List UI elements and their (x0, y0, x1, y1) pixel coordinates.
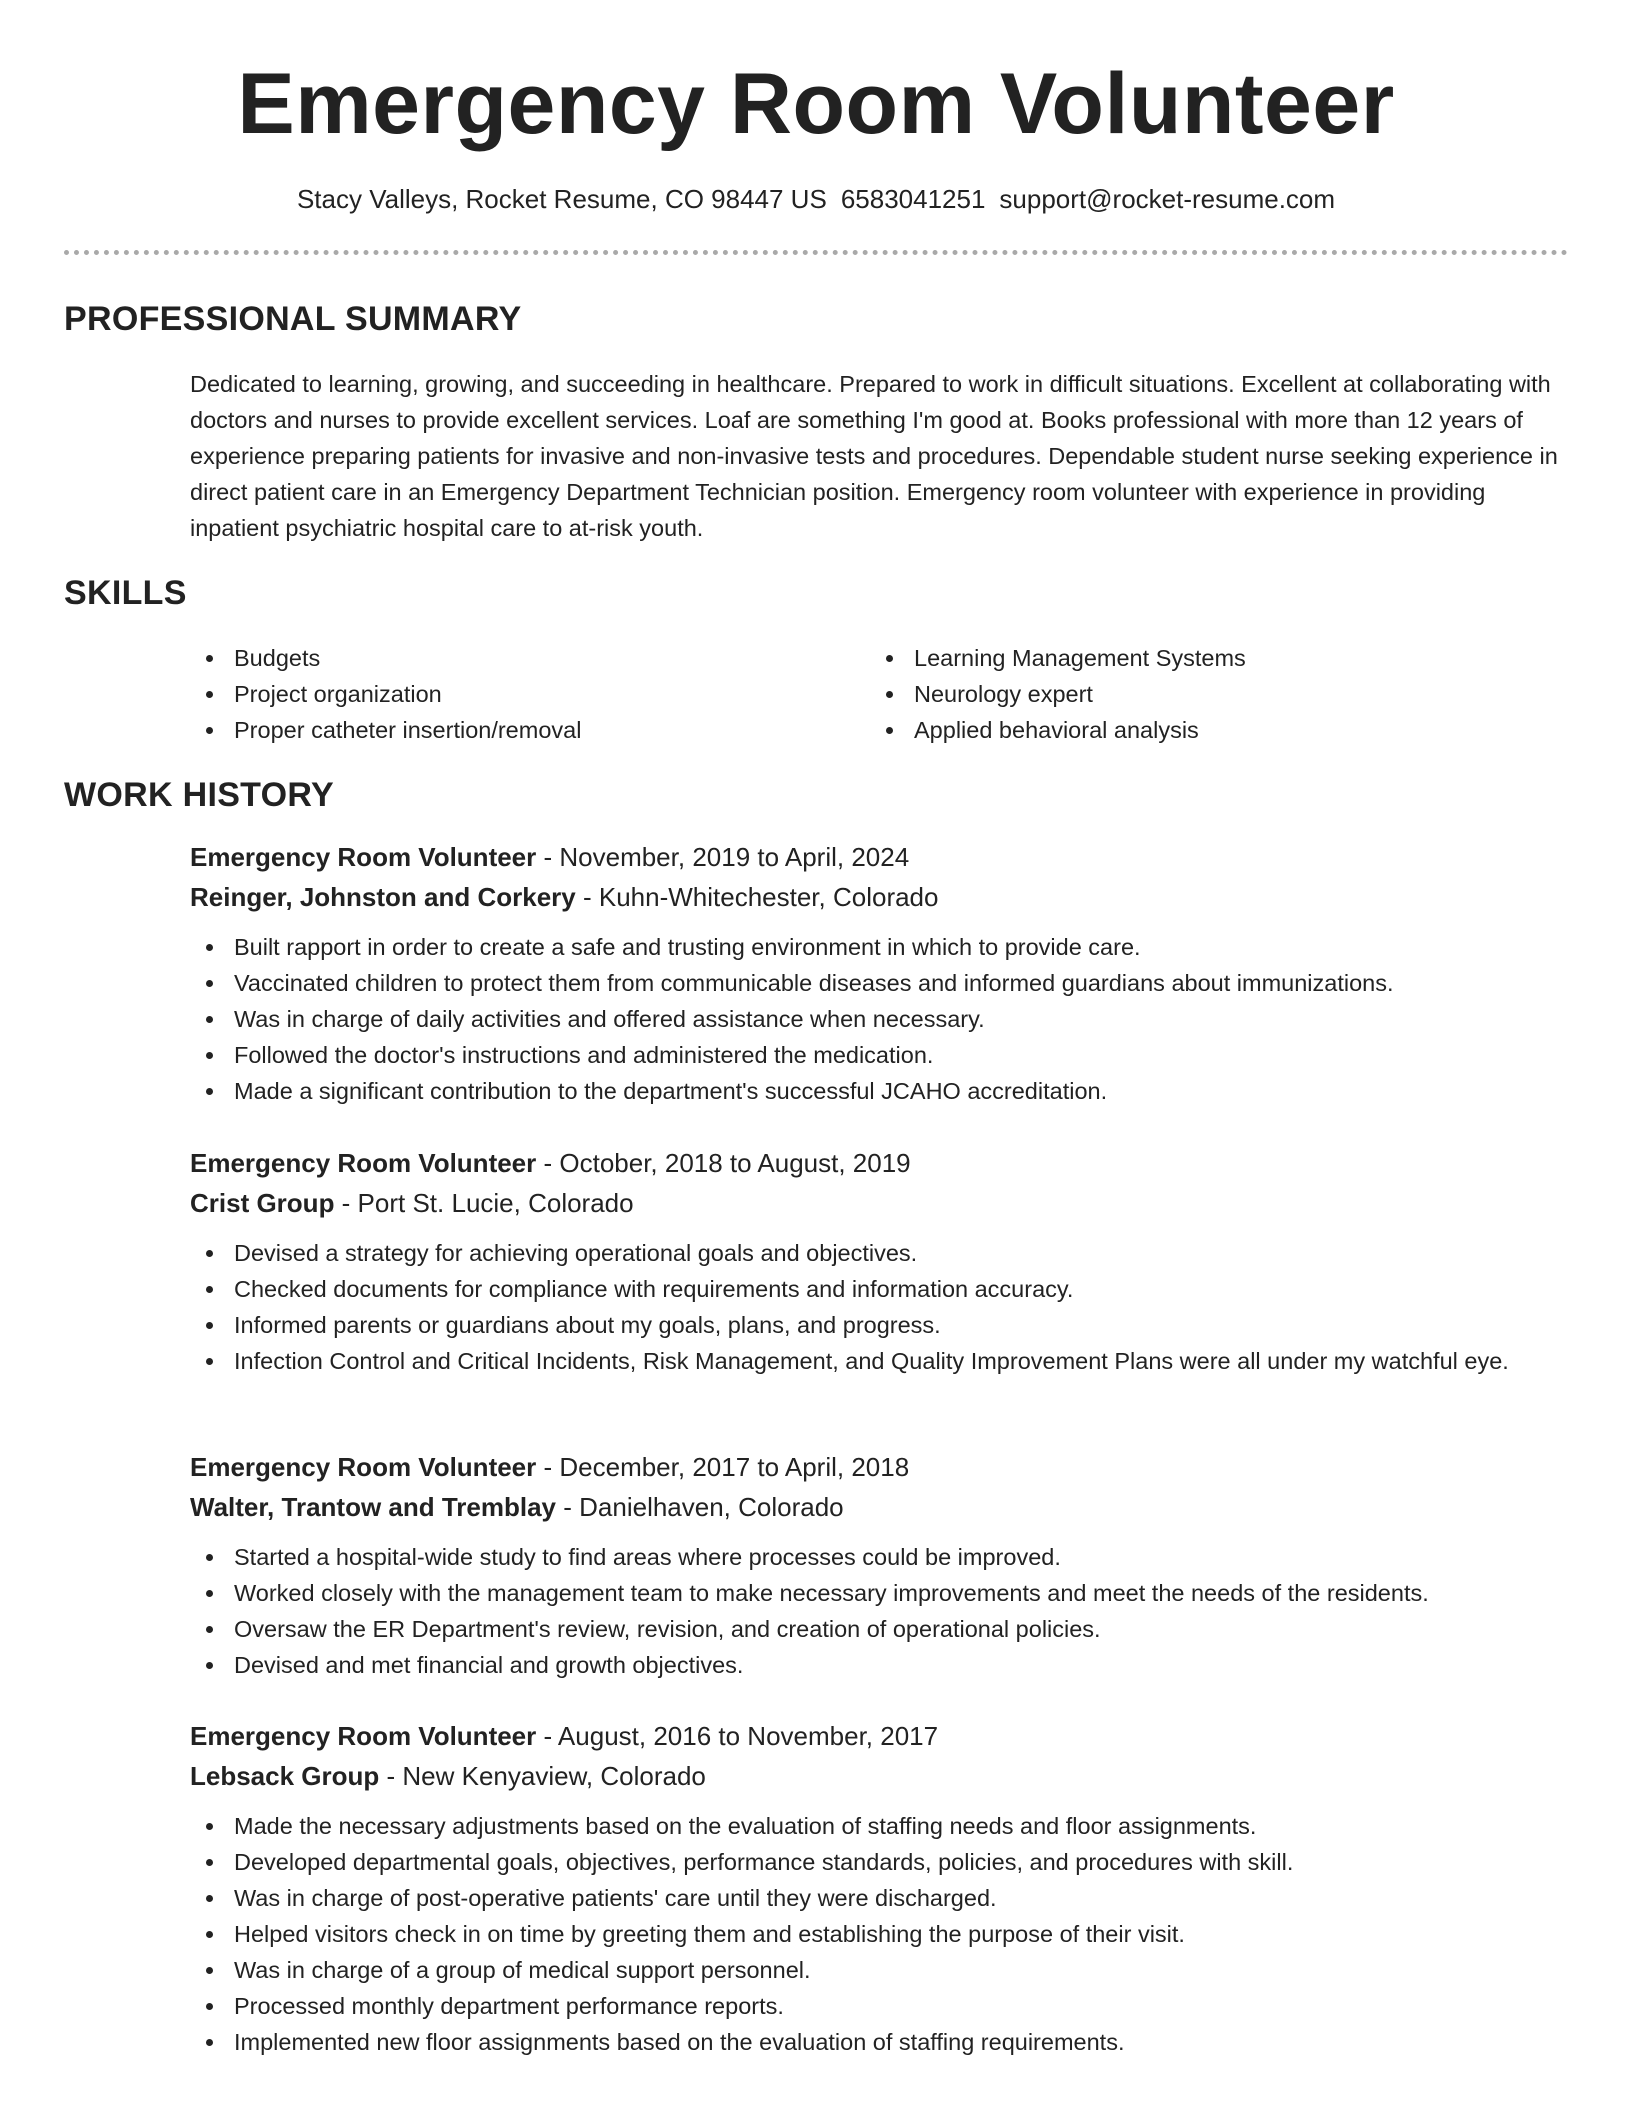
job-bullet: Started a hospital-wide study to find areas where processes could be improved. (190, 1539, 1568, 1575)
job-dates: - October, 2018 to August, 2019 (536, 1148, 911, 1178)
job-bullet: Made a significant contribution to the department's successful JCAHO accreditation. (190, 1073, 1568, 1109)
job-role: Emergency Room Volunteer (190, 842, 537, 872)
job-bullet: Built rapport in order to create a safe and trusting environment in which to provide care. (190, 929, 1568, 965)
job-company-line (190, 1183, 1568, 1223)
job-company-line (190, 1487, 1568, 1527)
job-company-line (190, 877, 1568, 917)
job-dates: - August, 2016 to November, 2017 (536, 1721, 939, 1751)
skills-column-left (190, 640, 870, 748)
job-title-line (190, 1716, 1568, 1756)
job-title-line (190, 837, 1568, 877)
job-location: - New Kenyaview, Colorado (379, 1761, 706, 1791)
job-bullet: Processed monthly department performance reports. (190, 1988, 1568, 2024)
job-entry (190, 1716, 1568, 2060)
summary-heading: PROFESSIONAL SUMMARY (64, 300, 522, 338)
job-bullets (190, 1808, 1568, 2060)
job-company: Lebsack Group (190, 1761, 380, 1791)
job-bullets (190, 1235, 1568, 1379)
skill-item: Budgets (190, 640, 870, 676)
job-location: - Port St. Lucie, Colorado (334, 1188, 634, 1218)
job-bullet: Was in charge of a group of medical support personnel. (190, 1952, 1568, 1988)
skill-item: Applied behavioral analysis (870, 712, 1550, 748)
job-bullet: Worked closely with the management team to make necessary improvements and meet the needs of the residents. (190, 1575, 1568, 1611)
contact-email: support@rocket-resume.com (999, 184, 1336, 214)
job-entry (190, 1143, 1568, 1379)
skill-item: Learning Management Systems (870, 640, 1550, 676)
job-entry (190, 1447, 1568, 1683)
contact-phone: 6583041251 (840, 184, 986, 214)
job-bullet: Devised and met financial and growth objectives. (190, 1647, 1568, 1683)
job-bullets (190, 929, 1568, 1109)
skill-item: Proper catheter insertion/removal (190, 712, 870, 748)
resume-name: Emergency Room Volunteer (237, 56, 1395, 152)
job-company: Reinger, Johnston and Corkery (190, 882, 576, 912)
job-location: - Kuhn-Whitechester, Colorado (575, 882, 939, 912)
job-bullet: Devised a strategy for achieving operational goals and objectives. (190, 1235, 1568, 1271)
job-bullet: Vaccinated children to protect them from communicable diseases and informed guardians about immunizations. (190, 965, 1568, 1001)
job-bullet: Followed the doctor's instructions and administered the medication. (190, 1037, 1568, 1073)
skills-list (190, 640, 1568, 748)
job-dates: - November, 2019 to April, 2024 (536, 842, 910, 872)
job-bullet: Was in charge of post-operative patients' care until they were discharged. (190, 1880, 1568, 1916)
contact-address: Stacy Valleys, Rocket Resume, CO 98447 US (296, 184, 827, 214)
job-bullet: Implemented new floor assignments based on the evaluation of staffing requirements. (190, 2024, 1568, 2060)
job-role: Emergency Room Volunteer (190, 1452, 537, 1482)
skill-item: Neurology expert (870, 676, 1550, 712)
job-bullets (190, 1539, 1568, 1683)
job-bullet: Made the necessary adjustments based on the evaluation of staffing needs and floor assignments. (190, 1808, 1568, 1844)
job-dates: - December, 2017 to April, 2018 (536, 1452, 910, 1482)
job-title-line (190, 1447, 1568, 1487)
job-location: - Danielhaven, Colorado (556, 1492, 844, 1522)
skills-heading: SKILLS (64, 574, 187, 612)
job-company-line (190, 1756, 1568, 1796)
skills-column-right (870, 640, 1550, 748)
job-title-line (190, 1143, 1568, 1183)
job-bullet: Oversaw the ER Department's review, revision, and creation of operational policies. (190, 1611, 1568, 1647)
job-bullet: Was in charge of daily activities and offered assistance when necessary. (190, 1001, 1568, 1037)
job-bullet: Developed departmental goals, objectives, performance standards, policies, and procedures with skill. (190, 1844, 1568, 1880)
summary-text: Dedicated to learning, growing, and succeeding in healthcare. Prepared to work in difficult situations. Excellent at collaborating with doctors and nurses to provide excellent services. Loaf are something I'm good at. Books professional with more than 12 years of experience preparing patients for invasive and non-invasive tests and procedures. Dependable student nurse seeking experience in direct patient care in an Emergency Department Technician position. Emergency room volunteer with experience in providing inpatient psychiatric hospital care to at-risk youth. (190, 371, 1558, 541)
job-bullet: Helped visitors check in on time by greeting them and establishing the purpose of their visit. (190, 1916, 1568, 1952)
job-role: Emergency Room Volunteer (190, 1148, 537, 1178)
job-bullet: Checked documents for compliance with requirements and information accuracy. (190, 1271, 1568, 1307)
skill-item: Project organization (190, 676, 870, 712)
job-bullet: Informed parents or guardians about my goals, plans, and progress. (190, 1307, 1568, 1343)
job-bullet: Infection Control and Critical Incidents, Risk Management, and Quality Improvement Plans were all under my watchful eye. (190, 1343, 1568, 1379)
header-divider (64, 250, 1568, 255)
job-company: Crist Group (190, 1188, 335, 1218)
contact-line (0, 181, 1632, 217)
job-entry (190, 837, 1568, 1109)
job-role: Emergency Room Volunteer (190, 1721, 537, 1751)
job-company: Walter, Trantow and Tremblay (190, 1492, 557, 1522)
work-history-heading: WORK HISTORY (64, 776, 334, 814)
